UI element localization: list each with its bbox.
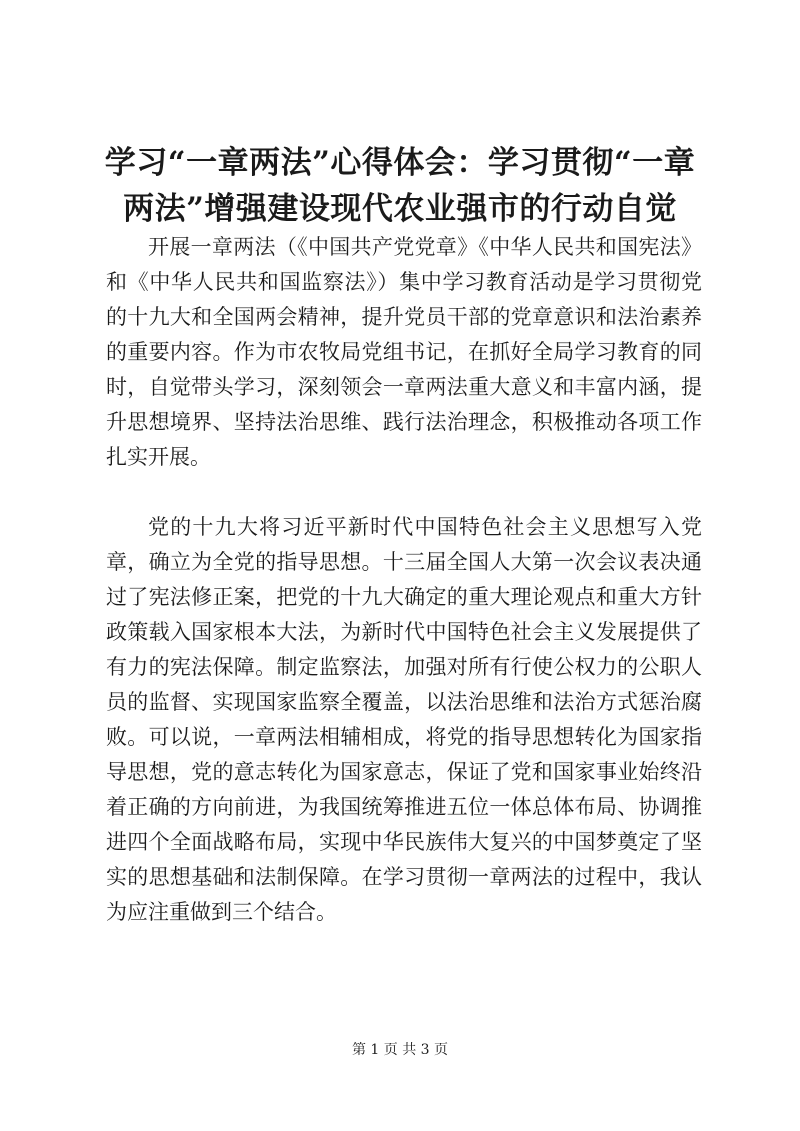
page-footer: 第 1 页 共 3 页 <box>351 1042 449 1058</box>
paragraph-line: 章，确立为全党的指导思想。十三届全国人大第一次会议表决通 <box>106 550 702 574</box>
paragraph-line: 党的十九大将习近平新时代中国特色社会主义思想写入党 <box>148 515 702 539</box>
document-body <box>106 230 702 930</box>
paragraph-line: 过了宪法修正案，把党的十九大确定的重大理论观点和重大方针 <box>106 585 702 609</box>
paragraph-line: 扎实开展。 <box>106 445 211 469</box>
title-line-2: 两法”增强建设现代农业强市的行动自觉 <box>123 191 677 227</box>
paragraph-line: 有力的宪法保障。制定监察法，加强对所有行使公权力的公职人 <box>106 655 702 679</box>
paragraph-line: 的重要内容。作为市农牧局党组书记，在抓好全局学习教育的同 <box>106 340 702 364</box>
paragraph-line: 员的监督、实现国家监察全覆盖，以法治思维和法治方式惩治腐 <box>106 690 702 714</box>
paragraph-line: 为应注重做到三个结合。 <box>106 900 337 924</box>
paragraph-line: 时，自觉带头学习，深刻领会一章两法重大意义和丰富内涵，提 <box>106 375 702 399</box>
paragraph-line: 实的思想基础和法制保障。在学习贯彻一章两法的过程中，我认 <box>106 865 702 889</box>
title-line-1: 学习“一章两法”心得体会：学习贯彻“一章 <box>104 145 696 181</box>
paragraph-line: 开展一章两法（《中国共产党党章》《中华人民共和国宪法》 <box>148 235 702 259</box>
paragraph-1 <box>106 230 702 475</box>
paragraph-line: 导思想，党的意志转化为国家意志，保证了党和国家事业始终沿 <box>106 760 702 784</box>
paragraph-line: 进四个全面战略布局，实现中华民族伟大复兴的中国梦奠定了坚 <box>106 830 702 854</box>
paragraph-line: 的十九大和全国两会精神，提升党员干部的党章意识和法治素养 <box>106 305 702 329</box>
paragraph-2 <box>106 510 702 930</box>
document-title <box>100 140 700 232</box>
paragraph-line: 政策载入国家根本大法，为新时代中国特色社会主义发展提供了 <box>106 620 702 644</box>
paragraph-line: 败。可以说，一章两法相辅相成，将党的指导思想转化为国家指 <box>106 725 702 749</box>
paragraph-line: 和《中华人民共和国监察法》）集中学习教育活动是学习贯彻党 <box>106 270 702 294</box>
paragraph-line: 升思想境界、坚持法治思维、践行法治理念，积极推动各项工作 <box>106 410 702 434</box>
paragraph-line: 着正确的方向前进，为我国统筹推进五位一体总体布局、协调推 <box>106 795 702 819</box>
